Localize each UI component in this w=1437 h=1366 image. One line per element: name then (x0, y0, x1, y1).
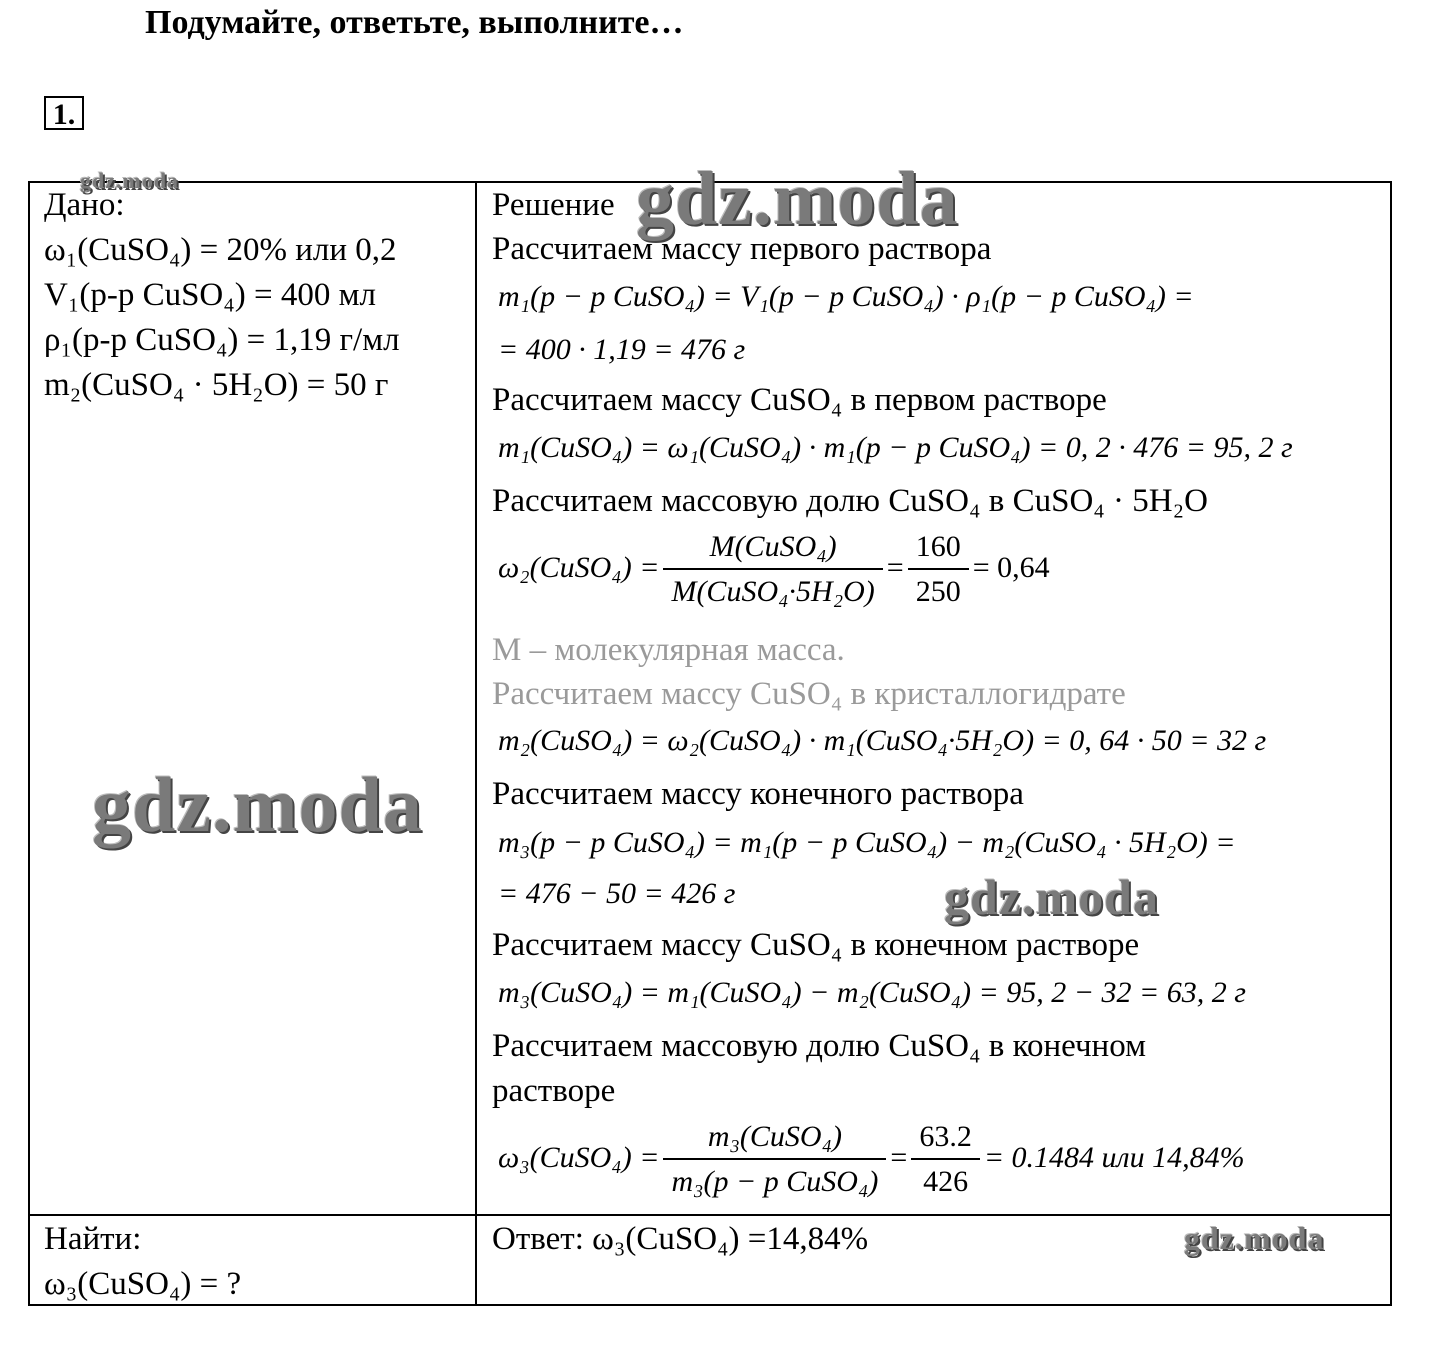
given-line: m₂(CuSO₄ · 5H₂O) = 50 г (44, 367, 389, 403)
fraction-numerator: M(CuSO₄) (663, 526, 882, 570)
solution-step: Рассчитаем массу первого раствора (492, 231, 992, 267)
formula: m₁(CuSO₄) = ω₁(CuSO₄) · m₁(р − р CuSO₄) = 0, 2 · 476 = 95, 2 г (498, 431, 1293, 464)
find-label: Найти: (44, 1221, 142, 1257)
formula-result: = 0,64 (972, 550, 1050, 584)
formula-lhs: ω₂(CuSO₄) = (498, 550, 660, 584)
table-column-divider (475, 181, 477, 1306)
formula: m₂(CuSO₄) = ω₂(CuSO₄) · m₁(CuSO₄·5H₂O) = 0, 64 · 50 = 32 г (498, 724, 1267, 757)
task-number: 1. (44, 96, 84, 130)
fraction-denominator: m₃(р − р CuSO₄) (671, 1165, 879, 1198)
formula-result: = 0.1484 или 14,84% (983, 1140, 1245, 1174)
fraction-denominator: 250 (915, 575, 961, 608)
watermark: gdz.moda (92, 761, 423, 848)
fraction-formula: ω₃(CuSO₄) = $\frac{\text{m₃(CuSO₄)}}{\text{m₃(р − р CuSO₄)}}$ = $\frac{63.2}{426}$ = 0.1484 или 14,84% (498, 1116, 1245, 1204)
solution-step: Рассчитаем массовую долю CuSO₄ в конечном (492, 1028, 1146, 1064)
find-value: ω₃(CuSO₄) = ? (44, 1266, 242, 1302)
fraction-numerator: m₃(CuSO₄) (663, 1116, 886, 1160)
fraction-denominator: 426 (923, 1165, 969, 1198)
formula: m₃(CuSO₄) = m₁(CuSO₄) − m₂(CuSO₄) = 95, 2 − 32 = 63, 2 г (498, 976, 1246, 1009)
solution-step: Рассчитаем массу CuSO₄ в первом растворе (492, 382, 1107, 418)
page-heading: Подумайте, ответьте, выполните… (145, 4, 684, 41)
solution-step: Рассчитаем массовую долю CuSO₄ в CuSO₄ · 5H₂O (492, 483, 1208, 519)
solution-step: Рассчитаем массу CuSO₄ в конечном растворе (492, 927, 1140, 963)
fraction-numerator: 160 (908, 526, 969, 570)
formula: = 400 · 1,19 = 476 г (498, 333, 746, 366)
fraction-numerator: 63.2 (911, 1116, 980, 1160)
watermark: gdz.moda (636, 157, 959, 241)
answer-text: Ответ: ω₃(CuSO₄) =14,84% (492, 1221, 869, 1257)
solution-step: растворе (492, 1073, 616, 1109)
formula: m₃(р − р CuSO₄) = m₁(р − р CuSO₄) − m₂(CuSO₄ · 5H₂O) = (498, 826, 1236, 859)
watermark: gdz.moda (80, 168, 180, 193)
formula-lhs: ω₃(CuSO₄) = (498, 1140, 660, 1174)
fraction (663, 526, 882, 614)
solution-step: Рассчитаем массу CuSO₄ в кристаллогидрате (492, 676, 1126, 712)
formula: m₁(р − р CuSO₄) = V₁(р − р CuSO₄) · ρ₁(р − р CuSO₄) = (498, 280, 1194, 313)
solution-label: Решение (492, 187, 615, 223)
table-border-right (1390, 181, 1392, 1306)
fraction (908, 526, 969, 614)
solution-step: Рассчитаем массу конечного раствора (492, 776, 1024, 812)
fraction (663, 1116, 886, 1204)
fraction (911, 1116, 980, 1204)
given-line: V₁(р-р CuSO₄) = 400 мл (44, 277, 376, 313)
watermark: gdz.moda (1184, 1220, 1325, 1256)
given-line: ρ₁(р-р CuSO₄) = 1,19 г/мл (44, 322, 400, 358)
given-label: Дано: (44, 187, 125, 223)
fraction-denominator: M(CuSO₄·5H₂O) (671, 575, 875, 608)
solution-table (28, 181, 1392, 1306)
table-row-divider (28, 1214, 1392, 1216)
given-line: ω₁(CuSO₄) = 20% или 0,2 (44, 232, 397, 268)
table-border-left (28, 181, 30, 1306)
formula: = 476 − 50 = 426 г (498, 877, 736, 910)
fraction-formula: ω₂(CuSO₄) = $\frac{\text{M(CuSO₄)}}{\text{M(CuSO₄·5H₂O)}}$ = $\frac{160}{250}$ = 0,64 (498, 526, 1050, 614)
watermark: gdz.moda (944, 869, 1159, 925)
solution-step: M – молекулярная масса. (492, 632, 845, 668)
